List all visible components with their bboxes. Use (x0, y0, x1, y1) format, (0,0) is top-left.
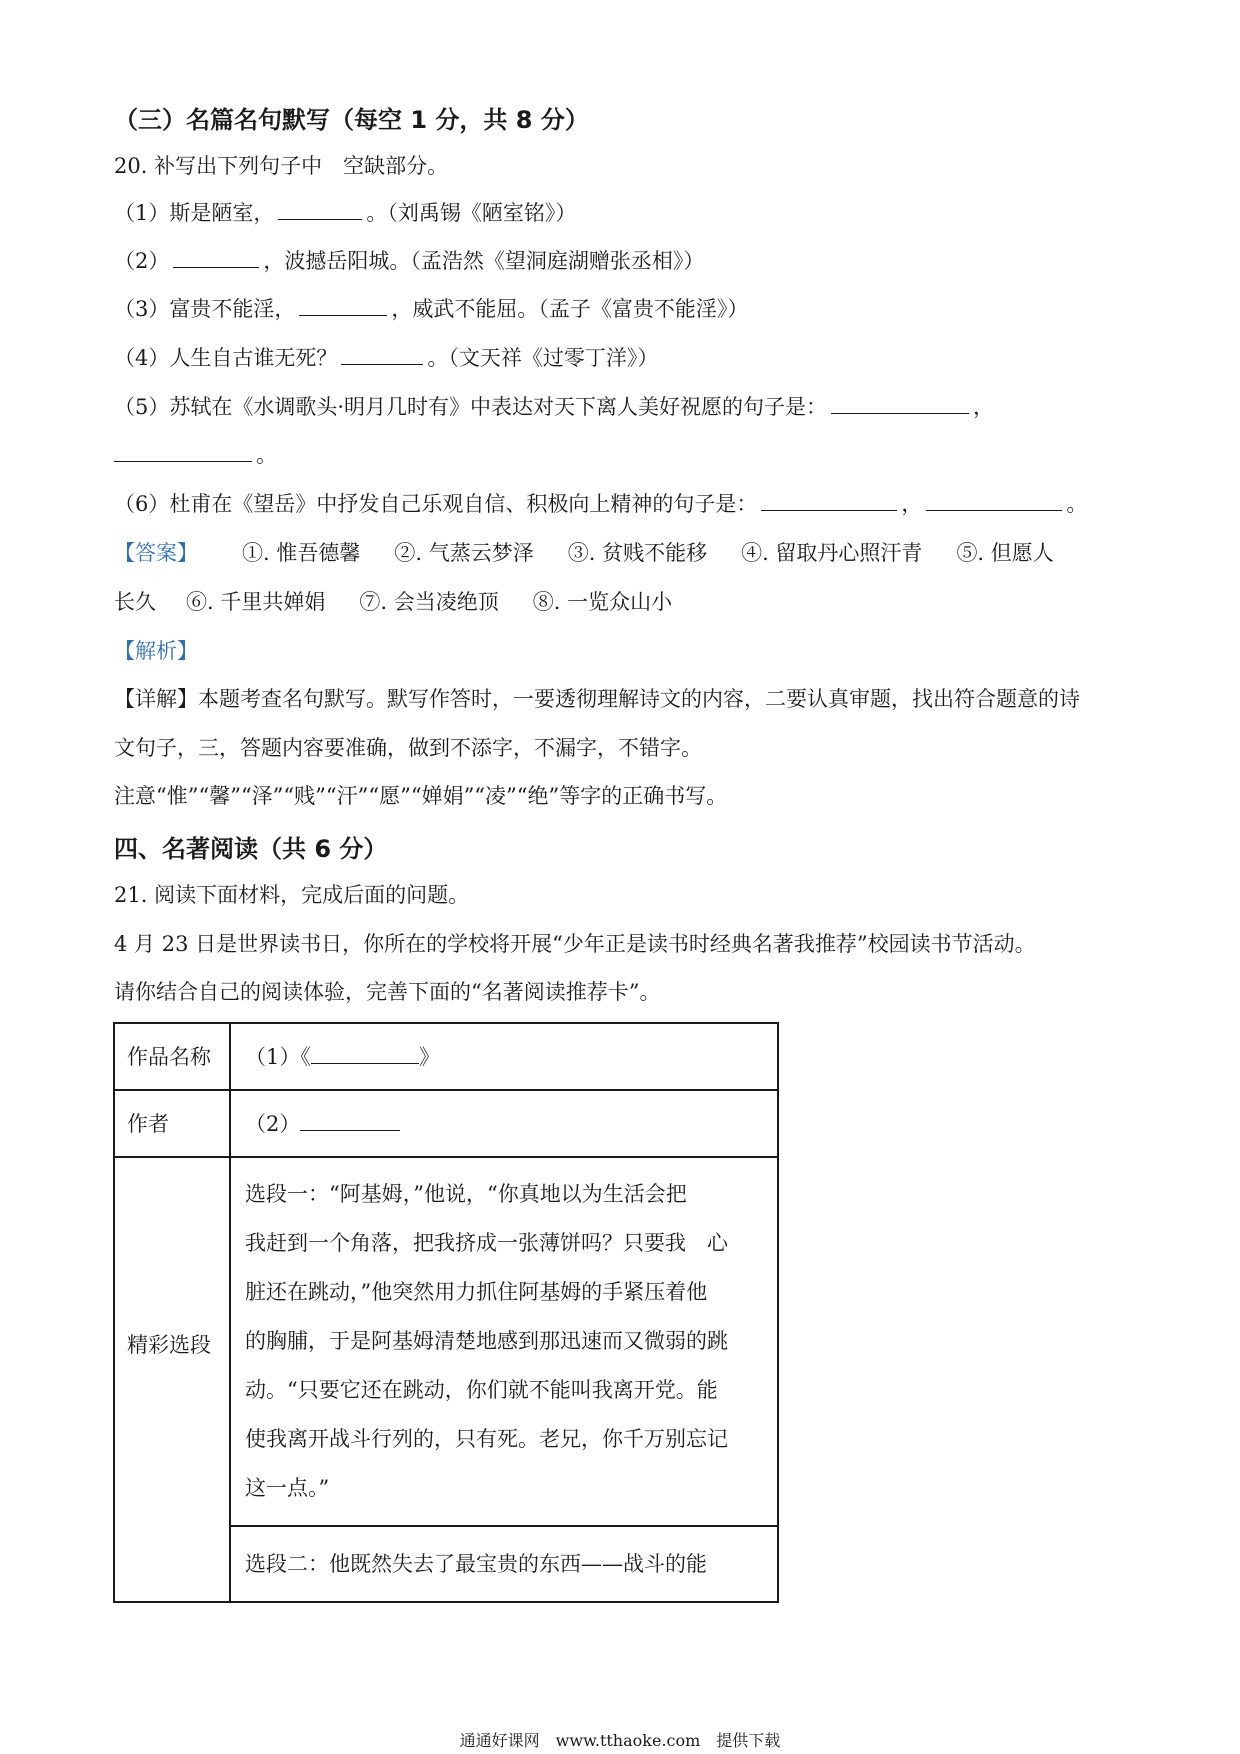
item-6-mid: ， (901, 492, 923, 516)
answer-blank[interactable] (173, 247, 259, 268)
item-2 (114, 246, 1134, 276)
page-footer: 通通好课网 www.tthaoke.com 提供下载 (459, 1731, 781, 1750)
answer-line-2 (114, 587, 1134, 617)
section-heading: （三）名篇名句默写（每空 1 分，共 8 分） (114, 106, 589, 134)
item-1 (114, 198, 1134, 228)
excerpt-line: 动。“只要它还在跳动，你们就不能叫我离开党。能 (245, 1378, 718, 1402)
answer-line-1 (114, 538, 1134, 568)
item-1-pre: （1）斯是陋室， (114, 201, 275, 225)
intro-line-1: 4 月 23 日是世界读书日，你所在的学校将开展“少年正是读书时经典名著我推荐”校园读书节活动。 (114, 932, 1036, 956)
answer-blank[interactable] (926, 490, 1062, 511)
answer-item: ③. 贫贱不能移 (567, 541, 708, 565)
author-label: 作者 (114, 1090, 230, 1157)
item-5-pre: （5）苏轼在《水调歌头·明月几时有》中表达对天下离人美好祝愿的句子是： (114, 395, 828, 419)
item-4-post: 。（文天祥《过零丁洋》） (427, 346, 659, 370)
excerpt-2: 选段二：他既然失去了最宝贵的东西——战斗的能 (230, 1526, 778, 1602)
detail-line-3: 注意“惟”“馨”“泽”“贱”“汗”“愿”“婵娟”“凌”“绝”等字的正确书写。 (114, 784, 728, 808)
intro-line-2: 请你结合自己的阅读体验，完善下面的“名著阅读推荐卡”。 (114, 980, 661, 1004)
excerpt-line: 使我离开战斗行列的，只有死。老兄，你千万别忘记 (245, 1427, 728, 1451)
item-6-pre: （6）杜甫在《望岳》中抒发自己乐观自信、积极向上精神的句子是： (114, 492, 758, 516)
recommendation-card (113, 1022, 779, 1603)
card-row-excerpt-1 (114, 1157, 778, 1526)
author-blank[interactable] (300, 1110, 400, 1131)
item-2-post: ，波撼岳阳城。（孟浩然《望洞庭湖赠张丞相》） (263, 249, 705, 273)
answer-item: ⑧. 一览众山小 (532, 590, 673, 614)
author-pre: （2） (245, 1111, 301, 1136)
answer-item: ②. 气蒸云梦泽 (394, 541, 534, 565)
author-value (230, 1090, 778, 1157)
question-21: 21. 阅读下面材料，完成后面的问题。 (114, 883, 470, 907)
title-post: 》 (418, 1044, 440, 1069)
item-5 (114, 392, 1134, 422)
excerpt-1 (230, 1157, 778, 1526)
answer-item: ⑥. 千里共婵娟 (186, 590, 326, 614)
card-row-title (114, 1023, 778, 1090)
excerpt-label: 精彩选段 (114, 1157, 230, 1602)
answer-blank[interactable] (341, 344, 423, 365)
item-5-post: 。 (256, 443, 277, 467)
item-2-pre: （2） (114, 249, 170, 273)
detail-line-2: 文句子，三，答题内容要准确，做到不添字，不漏字，不错字。 (114, 736, 702, 760)
excerpt-line: 这一点。” (245, 1476, 330, 1500)
answer-item: ①. 惟吾德馨 (242, 541, 361, 565)
title-blank[interactable] (311, 1043, 419, 1064)
title-value (230, 1023, 778, 1090)
item-5-mid: ， (973, 395, 995, 419)
section-heading: 四、名著阅读（共 6 分） (114, 835, 388, 863)
item-3-pre: （3）富贵不能淫， (114, 297, 296, 321)
title-pre: （1）《 (245, 1044, 311, 1069)
title-label: 作品名称 (114, 1023, 230, 1090)
answer-blank[interactable] (831, 393, 969, 414)
excerpt-line: 我赶到一个角落，把我挤成一张薄饼吗？只要我 心 (245, 1231, 728, 1255)
excerpt-line: 的胸脯，于是阿基姆清楚地感到那迅速而又微弱的跳 (245, 1329, 728, 1353)
item-4 (114, 343, 1134, 373)
answer-blank[interactable] (278, 199, 362, 220)
item-6-post: 。 (1066, 492, 1088, 516)
item-3-post: ，威武不能屈。（孟子《富贵不能淫》） (391, 297, 749, 321)
question-20: 20. 补写出下列句子中 空缺部分。 (114, 154, 449, 178)
answer-item: 长久 (114, 590, 156, 614)
card-row-author (114, 1090, 778, 1157)
item-5-cont (114, 440, 1134, 470)
answer-item: ⑤. 但愿人 (956, 541, 1054, 565)
excerpt-line: 选段一：“阿基姆，”他说，“你真地以为生活会把 (245, 1182, 687, 1206)
answer-tag: 【答案】 (114, 541, 198, 565)
answer-item: ④. 留取丹心照汗青 (741, 541, 923, 565)
item-6 (114, 489, 1134, 519)
answer-blank[interactable] (114, 441, 252, 462)
answer-item: ⑦. 会当凌绝顶 (359, 590, 499, 614)
analysis-tag: 【解析】 (114, 639, 198, 663)
answer-blank[interactable] (761, 490, 897, 511)
item-1-post: 。（刘禹锡《陋室铭》） (366, 201, 577, 225)
item-4-pre: （4）人生自古谁无死？ (114, 346, 338, 370)
answer-blank[interactable] (299, 295, 387, 316)
excerpt-line: 脏还在跳动，”他突然用力抓住阿基姆的手紧压着他 (245, 1280, 708, 1304)
detail-line-1: 【详解】本题考查名句默写。默写作答时，一要透彻理解诗文的内容，二要认真审题，找出符合题意的诗 (114, 687, 1080, 711)
item-3 (114, 294, 1134, 324)
